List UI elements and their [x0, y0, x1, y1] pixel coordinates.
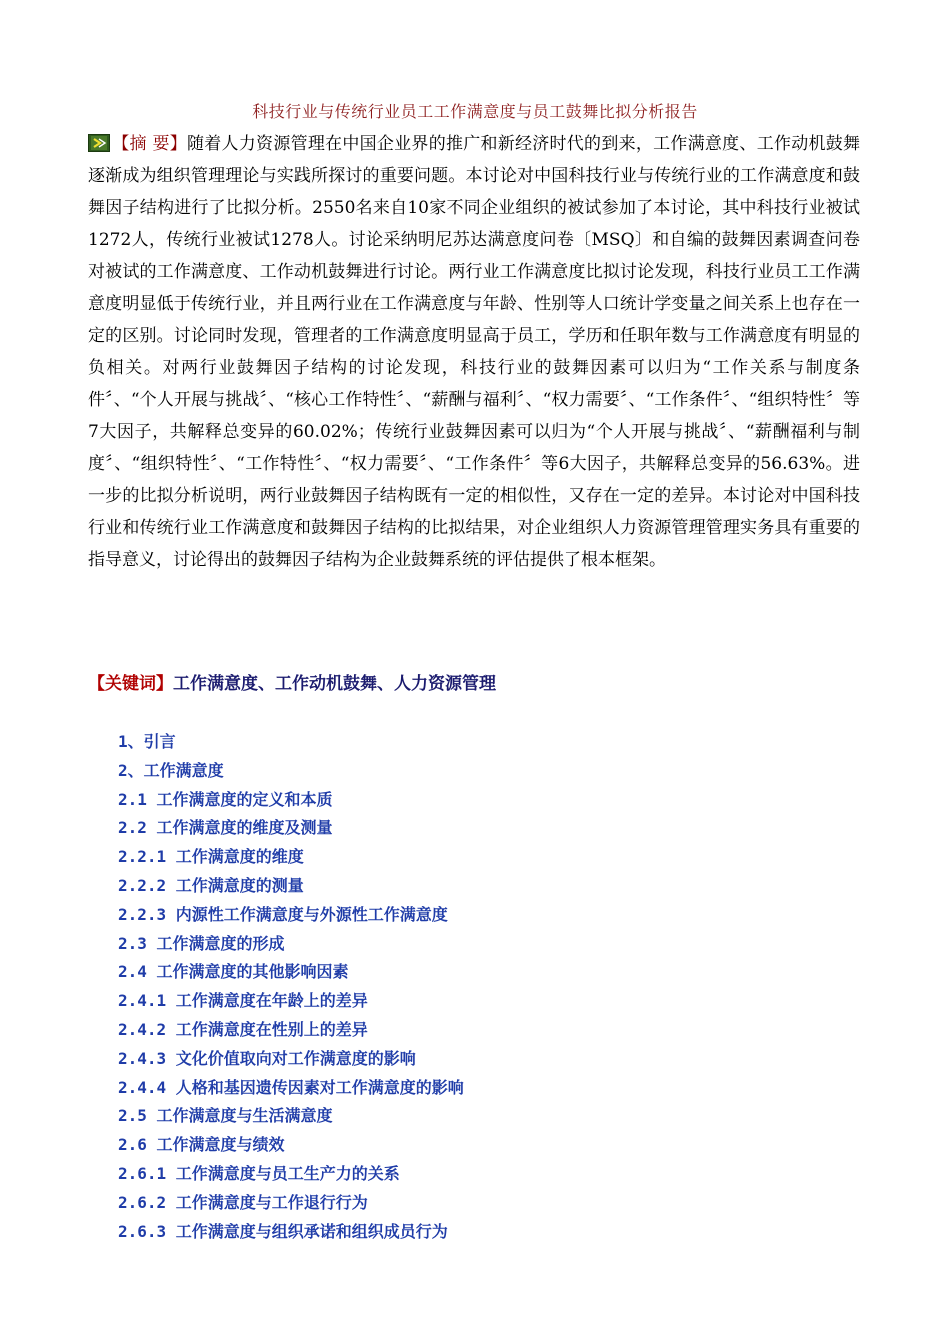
- toc-item[interactable]: 2.6 工作满意度与绩效: [118, 1135, 285, 1155]
- keywords-line: [88, 668, 496, 700]
- document-title: 科技行业与传统行业员工工作满意度与员工鼓舞比拟分析报告: [252, 102, 698, 121]
- keywords-text: 工作满意度、工作动机鼓舞、人力资源管理: [173, 674, 496, 694]
- toc-item[interactable]: 2.2 工作满意度的维度及测量: [118, 818, 333, 838]
- toc-item[interactable]: 2.4.1 工作满意度在年龄上的差异: [118, 991, 368, 1011]
- abstract-text: 随着人力资源管理在中国企业界的推广和新经济时代的到来，工作满意度、工作动机鼓舞逐渐成为组织管理理论与实践所探讨的重要问题。本讨论对中国科技行业与传统行业的工作满意度和鼓舞因子结构进行了比拟分析。2550名来自10家不同企业组织的被试参加了本讨论，其中科技行业被试1272人，传统行业被试1278人。讨论采纳明尼苏达满意度问卷〔MSQ〕和自编的鼓舞因素调查问卷对被试的工作满意度、工作动机鼓舞进行讨论。两行业工作满意度比拟讨论发现，科技行业员工工作满意度明显低于传统行业，并且两行业在工作满意度与年龄、性别等人口统计学变量之间关系上也存在一定的区别。讨论同时发现，管理者的工作满意度明显高于员工，学历和任职年数与工作满意度有明显的负相关。对两行业鼓舞因子结构的讨论发现，科技行业的鼓舞因素可以归为“工作关系与制度条件〞、“个人开展与挑战〞、“核心工作特性〞、“薪酬与福利〞、“权力需要〞、“工作条件〞、“组织特性〞等7大因子，共解释总变异的60.02%；传统行业鼓舞因素可以归为“个人开展与挑战〞、“薪酬福利与制度〞、“组织特性〞、“工作特性〞、“权力需要〞、“工作条件〞等6大因子，共解释总变异的56.63%。进一步的比拟分析说明，两行业鼓舞因子结构既有一定的相似性，又存在一定的差异。本讨论对中国科技行业和传统行业工作满意度和鼓舞因子结构的比拟结果，对企业组织人力资源管理管理实务具有重要的指导意义，讨论得出的鼓舞因子结构为企业鼓舞系统的评估提供了根本框架。: [88, 134, 861, 570]
- toc-item[interactable]: 2.6.3 工作满意度与组织承诺和组织成员行为: [118, 1221, 448, 1241]
- toc-item[interactable]: 2.3 工作满意度的形成: [118, 933, 285, 953]
- toc-item[interactable]: 2.4.3 文化价值取向对工作满意度的影响: [118, 1048, 416, 1068]
- toc-item[interactable]: 2.2.2 工作满意度的测量: [118, 875, 304, 895]
- toc-item[interactable]: 2.2.3 内源性工作满意度与外源性工作满意度: [118, 904, 448, 924]
- toc-item[interactable]: 2.4.2 工作满意度在性别上的差异: [118, 1019, 368, 1039]
- toc-item[interactable]: 2.5 工作满意度与生活满意度: [118, 1106, 333, 1126]
- toc-item[interactable]: 1、引言: [118, 732, 176, 751]
- document-arrow-icon: [88, 134, 110, 152]
- abstract-label: 【摘 要】: [112, 134, 187, 154]
- toc-item[interactable]: 2.1 工作满意度的定义和本质: [118, 789, 333, 809]
- toc-item[interactable]: 2.6.1 工作满意度与员工生产力的关系: [118, 1163, 400, 1183]
- toc-item[interactable]: 2.6.2 工作满意度与工作退行行为: [118, 1192, 368, 1212]
- toc-item[interactable]: 2.4.4 人格和基因遗传因素对工作满意度的影响: [118, 1077, 464, 1097]
- toc-item[interactable]: 2.2.1 工作满意度的维度: [118, 847, 304, 867]
- toc-item[interactable]: 2、工作满意度: [118, 760, 224, 780]
- abstract-paragraph: [88, 128, 860, 576]
- keywords-label: 【关键词】: [88, 674, 173, 694]
- toc-item[interactable]: 2.4 工作满意度的其他影响因素: [118, 962, 349, 982]
- table-of-contents: [118, 728, 464, 1246]
